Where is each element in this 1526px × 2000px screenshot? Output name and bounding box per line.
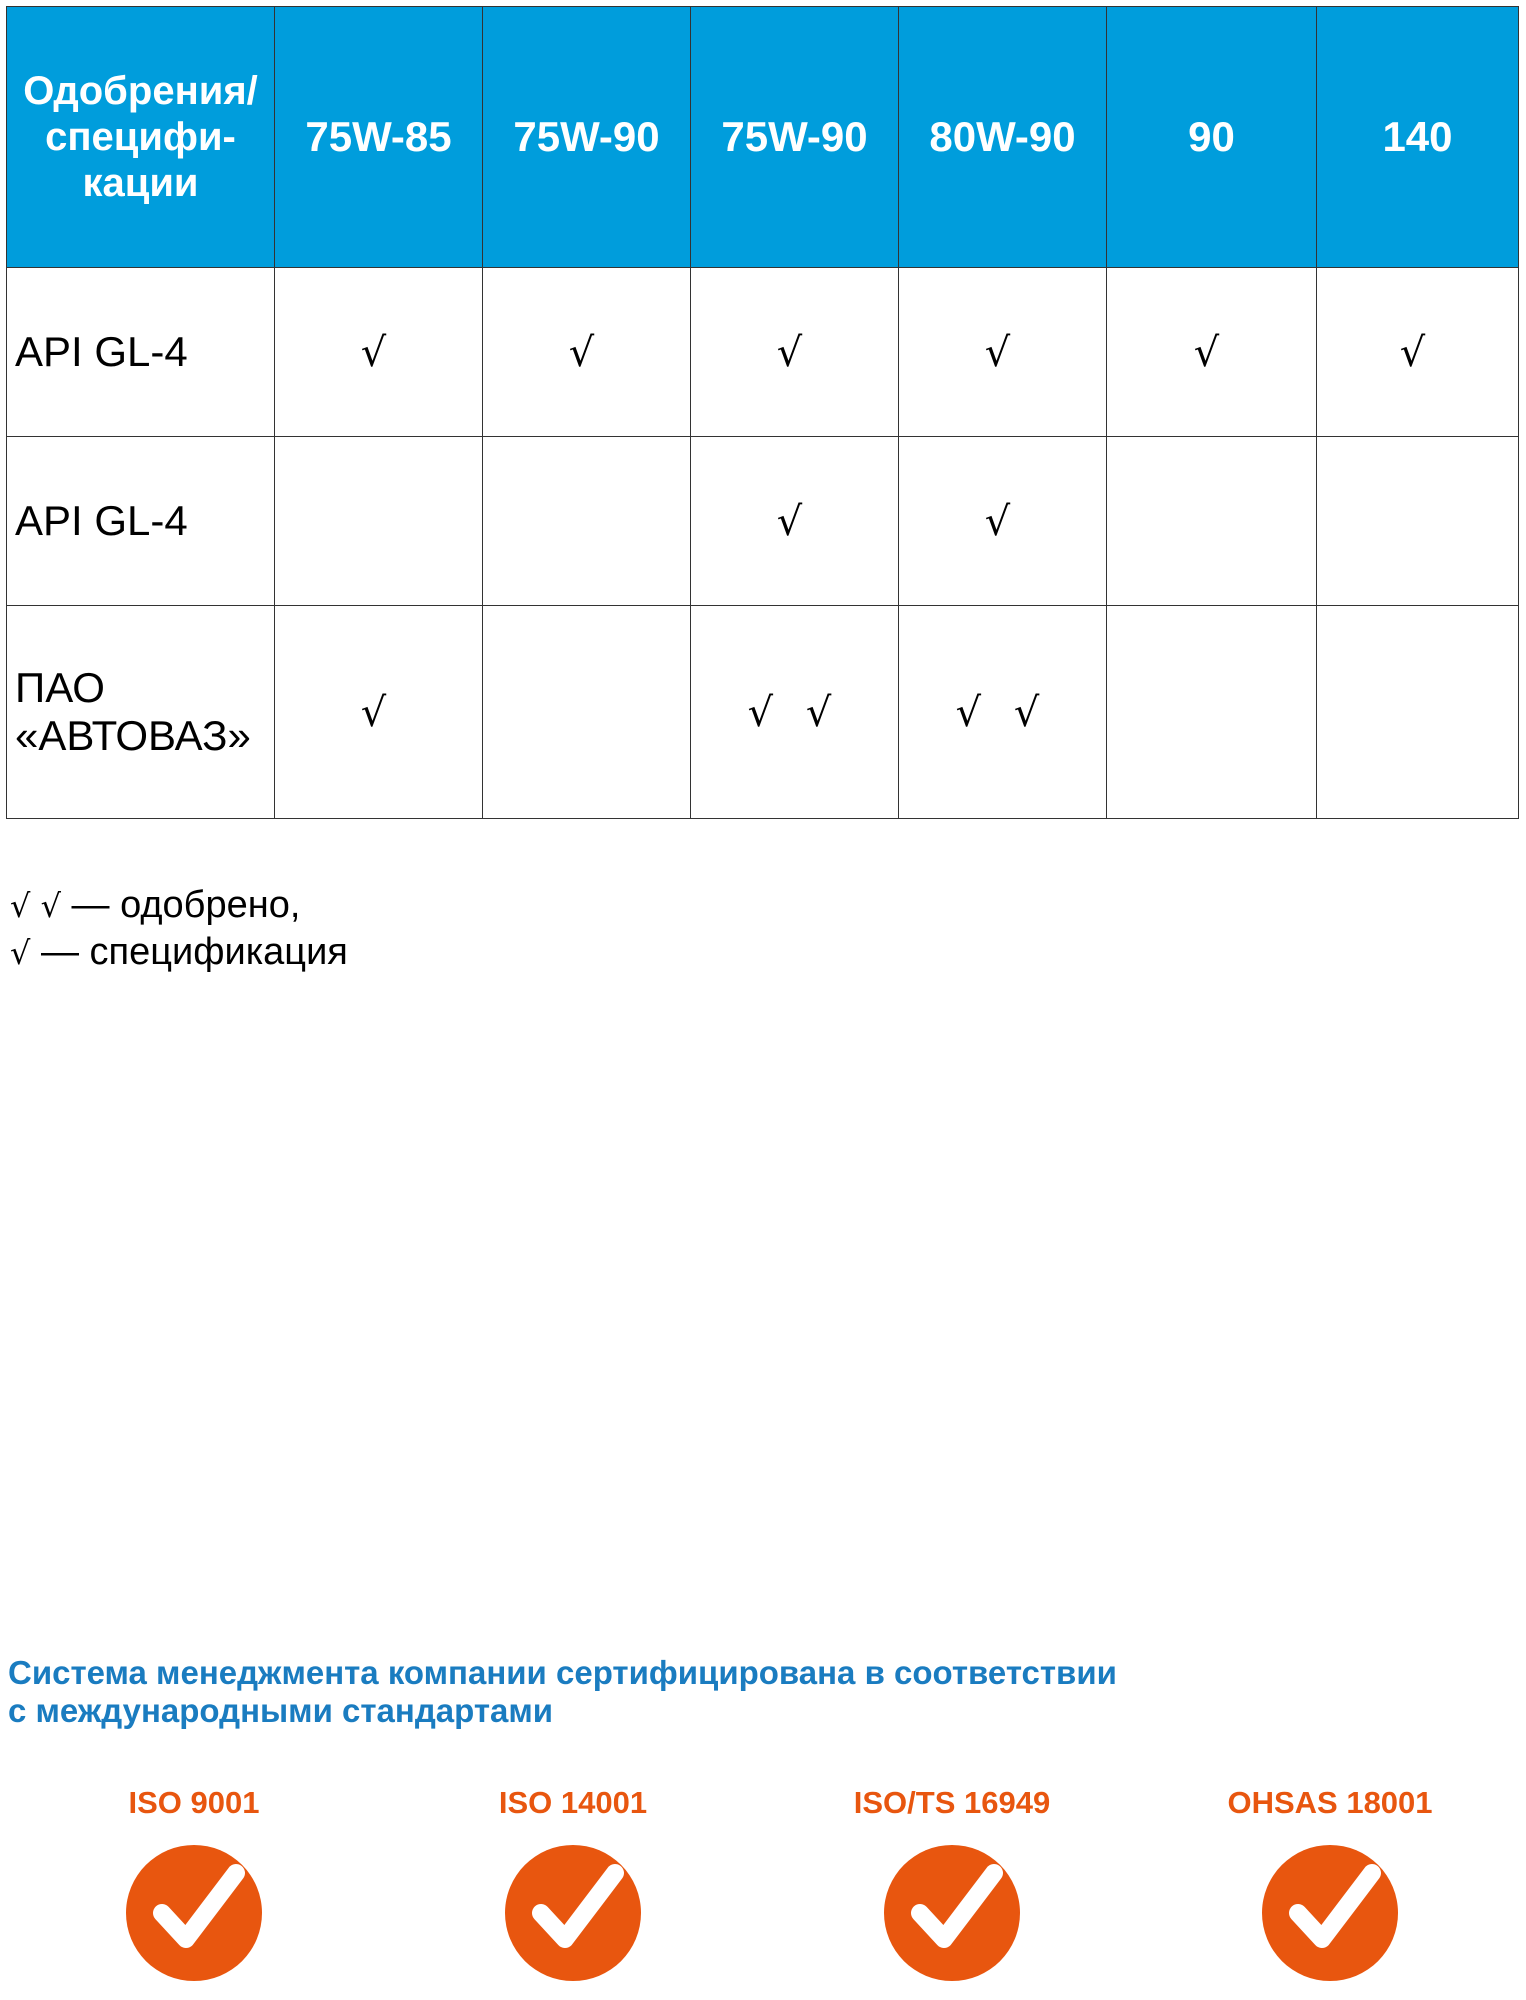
column-header: 75W-85 [275,7,483,268]
check-icon: √ [776,499,813,545]
certification-badges [0,1785,1526,2000]
table-cell [483,268,691,437]
certificate-iso-ts-16949 [802,1785,1102,1983]
table-cell [1107,268,1317,437]
check-icon: √ [984,499,1021,545]
certification-title-line: Система менеджмента компании сертифицирована в соответствии [8,1654,1117,1691]
table-cell [1317,606,1519,819]
table-cell [691,268,899,437]
legend [10,882,348,976]
column-header: 140 [1317,7,1519,268]
check-icon: √ [360,690,397,736]
check-icon: √ √ [747,690,842,736]
certificate-label: OHSAS 18001 [1227,1785,1433,1820]
table-row [7,606,1519,819]
table-cell [899,268,1107,437]
check-badge-icon [124,1843,264,1983]
row-label-line: ПАО [15,664,105,711]
column-header: 75W-90 [483,7,691,268]
header-approvals-label [7,7,275,268]
certificate-ohsas-18001 [1180,1785,1480,1983]
table-cell [1317,437,1519,606]
table-cell [1107,437,1317,606]
check-icon: √ [984,330,1021,376]
legend-specification [10,929,348,976]
check-icon: √ [568,330,605,376]
table-cell [275,606,483,819]
certificate-iso-9001 [44,1785,344,1983]
header-label-line: Одобрения/ [23,69,258,113]
table-cell [899,437,1107,606]
check-icon: √ √ [955,690,1050,736]
certificate-iso-14001 [423,1785,723,1983]
table-cell [899,606,1107,819]
table-cell [691,606,899,819]
certification-title-line: с международными стандартами [8,1692,554,1729]
header-label-line: специфи- [45,115,236,159]
legend-specification-text: — спецификация [40,931,348,973]
certificate-label: ISO 9001 [128,1785,260,1820]
table-row [7,268,1519,437]
check-icon: √ [776,330,813,376]
check-icon: √ [360,330,397,376]
row-label-line: API GL-4 [15,497,188,544]
check-badge-icon [1260,1843,1400,1983]
row-label-line: «АВТОВАЗ» [15,712,251,759]
check-badge-icon [882,1843,1022,1983]
check-icon: √ [1399,330,1436,376]
table-row [7,437,1519,606]
table-cell [1317,268,1519,437]
certificate-label: ISO 14001 [498,1785,648,1820]
legend-approved-text: — одобрено, [71,884,301,926]
table-cell [483,606,691,819]
row-label [7,437,275,606]
table-header-row [7,7,1519,268]
column-header: 80W-90 [899,7,1107,268]
check-badge-icon [503,1843,643,1983]
check-icon: √ [1193,330,1230,376]
row-label [7,268,275,437]
check-icon: √ [10,934,31,972]
table-cell [1107,606,1317,819]
table-cell [275,268,483,437]
specifications-table [6,6,1519,819]
column-header: 90 [1107,7,1317,268]
header-label-line: кации [82,161,199,205]
table-cell [275,437,483,606]
certification-title [8,1654,1408,1730]
column-header: 75W-90 [691,7,899,268]
certificate-label: ISO/TS 16949 [853,1785,1051,1820]
legend-approved [10,882,348,929]
double-check-icon: √ √ [10,887,61,925]
row-label-line: API GL-4 [15,328,188,375]
table-cell [691,437,899,606]
table-cell [483,437,691,606]
row-label [7,606,275,819]
